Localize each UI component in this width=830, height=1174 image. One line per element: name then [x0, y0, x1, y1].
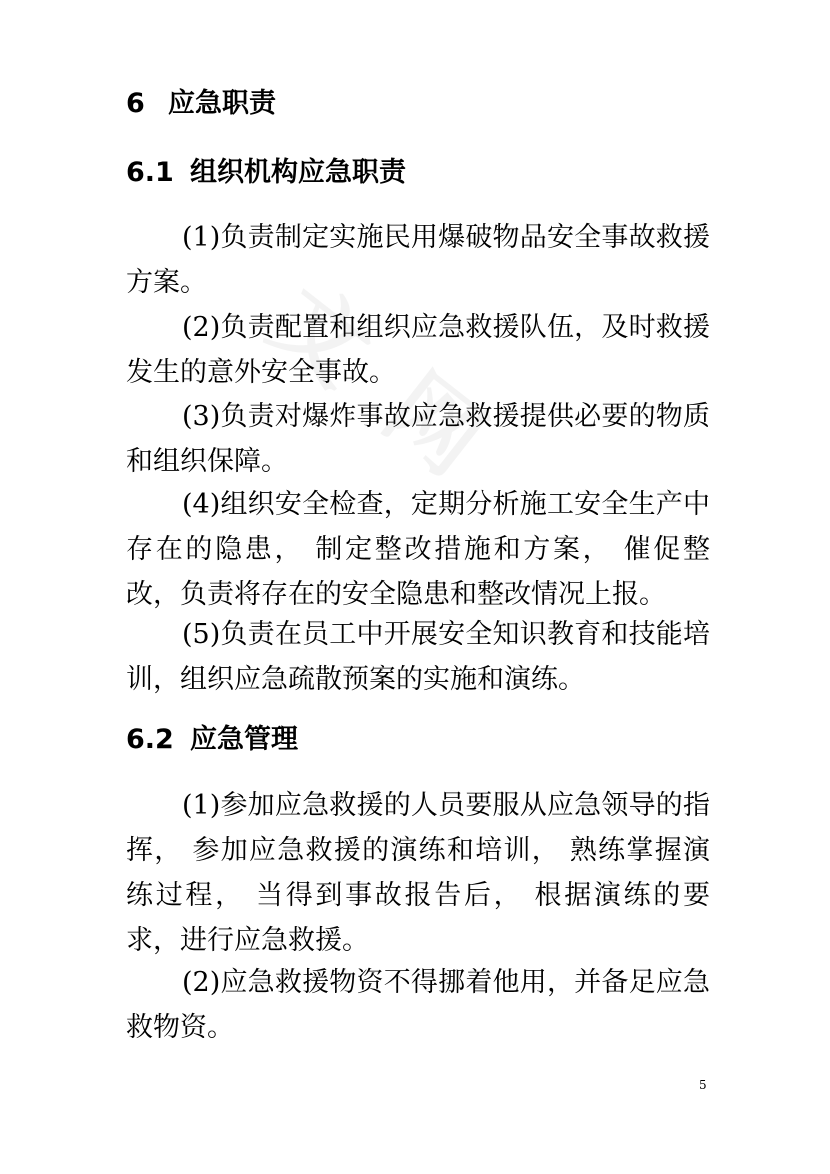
- section-6-1-heading: [126, 155, 406, 191]
- paragraph-6-2-1: (1)参加应急救援的人员要服从应急领导的指挥， 参加应急救援的演练和培训， 熟练掌握演练过程， 当得到事故报告后， 根据演练的要求，进行应急救援。: [126, 790, 710, 956]
- paragraph-6-2-2: (2)应急救援物资不得挪着他用，并备足应急救物资。: [126, 967, 710, 1043]
- paragraph-6-1-4: (4)组织安全检查，定期分析施工安全生产中存在的隐患， 制定整改措施和方案， 催促整改，负责将存在的安全隐患和整改情况上报。: [126, 489, 710, 610]
- paragraph-6-1-5: (5)负责在员工中开展安全知识教育和技能培训，组织应急疏散预案的实施和演练。: [126, 619, 710, 695]
- section-6-2-title: 应急管理: [190, 724, 298, 755]
- section-6-number: 6: [126, 88, 145, 119]
- paragraph-6-1-3: (3)负责对爆炸事故应急救援提供必要的物质和组织保障。: [126, 401, 710, 477]
- section-6-1-number: 6.1: [126, 157, 174, 188]
- section-6-2-number: 6.2: [126, 724, 174, 755]
- section-6-title: 应急职责: [168, 88, 276, 119]
- paragraph-6-1-2: (2)负责配置和组织应急救援队伍，及时救援发生的意外安全事故。: [126, 312, 710, 388]
- section-6-1-title: 组织机构应急职责: [190, 157, 406, 188]
- section-6-heading: [126, 86, 276, 122]
- section-6-2-heading: [126, 722, 298, 758]
- page-number: 5: [699, 1078, 707, 1092]
- paragraph-6-1-1: (1)负责制定实施民用爆破物品安全事故救援方案。: [126, 222, 710, 298]
